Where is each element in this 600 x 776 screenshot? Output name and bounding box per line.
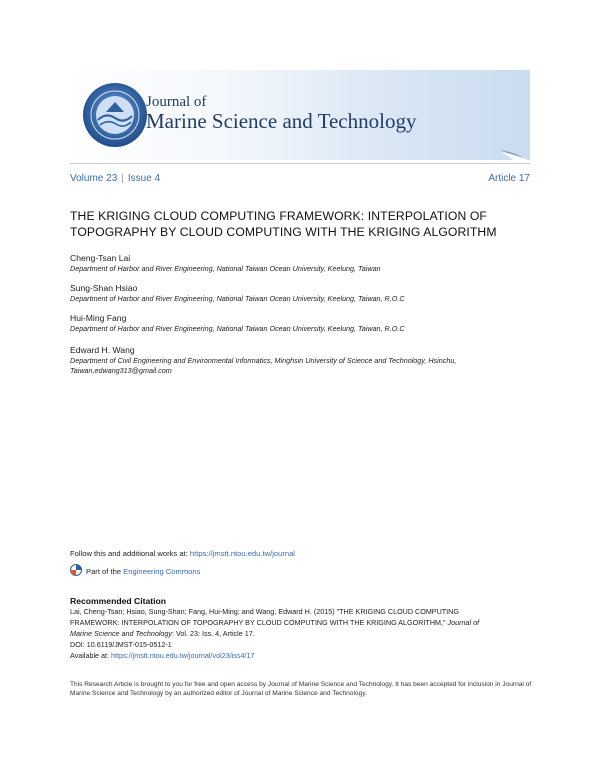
recommended-citation-heading: Recommended Citation	[70, 596, 166, 606]
article-number[interactable]: Article 17	[488, 173, 530, 184]
author-affiliation: Department of Harbor and River Engineering, National Taiwan Ocean University, Keelung, Taiwan	[70, 264, 381, 273]
citation-available	[70, 650, 532, 661]
author-name: Hui-Ming Fang	[70, 313, 127, 323]
citation-doi: DOI: 10.6119/JMST-015-0512-1	[70, 640, 172, 649]
digital-commons-icon	[70, 564, 82, 576]
citation-journal: Marine Science and Technology	[70, 629, 173, 638]
part-of-text: Part of the	[86, 567, 122, 576]
journal-name: Marine Science and Technology	[146, 109, 417, 133]
follow-line	[70, 549, 295, 558]
separator: |	[121, 173, 124, 184]
citation-block	[70, 606, 532, 661]
citation-journal: Journal of	[447, 618, 480, 627]
citation-text: FRAMEWORK: INTERPOLATION OF TOPOGRAPHY BY CLOUD COMPUTING WITH THE KRIGING ALGORITHM,"	[70, 618, 446, 627]
journal-prefix: Journal of	[146, 94, 207, 110]
citation-line	[70, 628, 532, 639]
available-label: Available at:	[70, 651, 110, 660]
divider	[70, 163, 530, 164]
volume-link[interactable]: Volume 23	[70, 173, 118, 184]
author-name: Cheng-Tsan Lai	[70, 253, 131, 263]
seagull-icon	[490, 140, 530, 160]
author-affiliation: Department of Harbor and River Engineering, National Taiwan Ocean University, Keelung, Taiwan, R.O.C	[70, 324, 405, 333]
author-affiliation: Department of Civil Engineering and Environmental Informatics, Minghsin University of Science and Technology, Hsinchu, Taiwan,edwang313@gmail.com	[70, 356, 457, 375]
citation-line: Lai, Cheng-Tsan; Hsiao, Sung-Shan; Fang, Hui-Ming; and Wang, Edward H. (2015) "THE KRIGING CLOUD COMPUTING	[70, 607, 459, 616]
journal-seal-icon	[82, 82, 148, 148]
part-of-line	[86, 567, 200, 576]
follow-link[interactable]: https://jmstt.ntou.edu.tw/journal	[189, 549, 295, 558]
follow-text: Follow this and additional works at:	[70, 549, 188, 558]
paper-title: THE KRIGING CLOUD COMPUTING FRAMEWORK: INTERPOLATION OF TOPOGRAPHY BY CLOUD COMPUTING WITH THE KRIGING ALGORITHM	[70, 209, 497, 239]
author-name: Sung-Shan Hsiao	[70, 283, 138, 293]
author-affiliation: Department of Harbor and River Engineering, National Taiwan Ocean University, Keelung, Taiwan, R.O.C	[70, 294, 405, 303]
issue-link[interactable]: Issue 4	[127, 173, 161, 184]
author-name: Edward H. Wang	[70, 345, 135, 355]
engineering-commons-link[interactable]: Engineering Commons	[123, 567, 201, 576]
citation-text: : Vol. 23: Iss. 4, Article 17.	[172, 629, 255, 638]
available-link[interactable]: https://jmstt.ntou.edu.tw/journal/vol23/iss4/17	[111, 651, 255, 660]
citation-line	[70, 617, 532, 628]
open-access-note: This Research Article is brought to you for free and open access by Journal of Marine Science and Technology. It has been accepted for inclusion in Journal of Marine Science and Technology by an authorized editor of Journal of Marine Science and Technology.	[70, 681, 532, 697]
volume-issue-line	[70, 173, 160, 184]
